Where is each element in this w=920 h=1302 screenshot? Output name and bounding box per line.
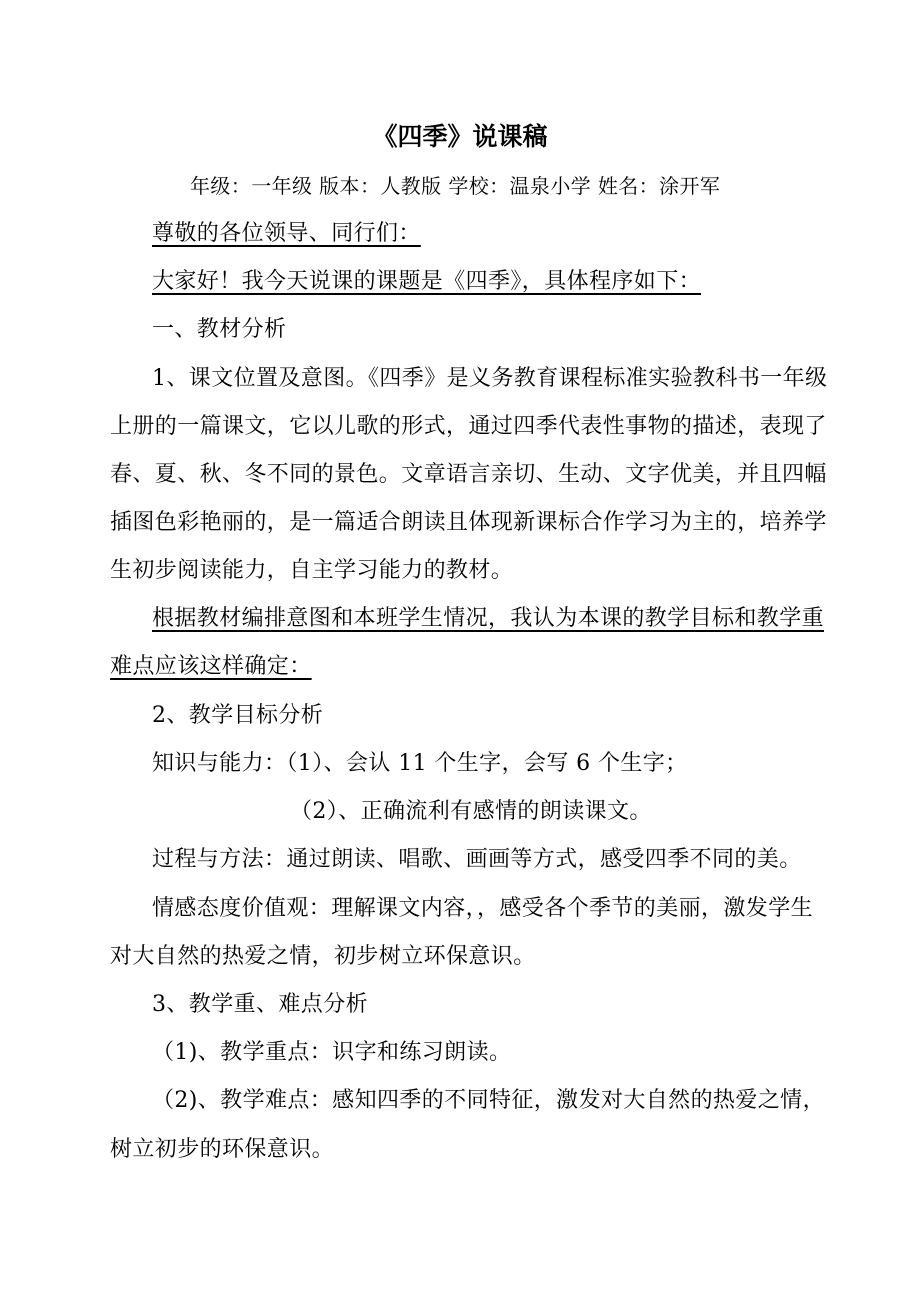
paragraph-line: 1、课文位置及意图。《四季》是义务教育课程标准实验教科书一年级: [152, 366, 828, 391]
paragraph-line: 生初步阅读能力，自主学习能力的教材。: [110, 558, 514, 583]
key-heading: 3、教学重、难点分析: [152, 992, 368, 1017]
goal-emotion-line: 对大自然的热爱之情，初步树立环保意识。: [110, 944, 536, 969]
meta-line: 年级：一年级 版本：人教版 学校：温泉小学 姓名：涂开军: [190, 174, 721, 198]
underlined-text: 根据教材编排意图和本班学生情况，我认为本课的教学目标和教学重: [152, 606, 825, 631]
underlined-text: 难点应该这样确定：: [110, 654, 312, 679]
section-heading: 一、教材分析: [152, 317, 287, 342]
goal-knowledge-line: （2）、正确流利有感情的朗读课文。: [290, 799, 652, 824]
paragraph-line: 春、夏、秋、冬不同的景色。文章语言亲切、生动、文字优美，并且四幅: [110, 462, 827, 487]
paragraph-line: 插图色彩艳丽的，是一篇适合朗读且体现新课标合作学习为主的，培养学: [110, 510, 827, 535]
greeting-text: 尊敬的各位领导、同行们：: [152, 221, 421, 246]
goal-emotion-line: 情感态度价值观：理解课文内容，，感受各个季节的美丽，激发学生: [152, 896, 814, 921]
paragraph-line: 上册的一篇课文，它以儿歌的形式，通过四季代表性事物的描述，表现了: [110, 414, 827, 439]
difficult-point-line: （2)、教学难点：感知四季的不同特征，激发对大自然的热爱之情，: [152, 1088, 825, 1113]
page-title: 《四季》说课稿: [372, 122, 548, 151]
intro-text: 大家好！我今天说课的课题是《四季》，具体程序如下：: [152, 269, 702, 294]
difficult-point-line: 树立初步的环保意识。: [110, 1137, 335, 1162]
goal-knowledge-line: 知识与能力：（1）、会认 11 个生字，会写 6 个生字；: [152, 751, 688, 776]
underlined-paragraph-line: [110, 653, 810, 681]
goal-heading: 2、教学目标分析: [152, 703, 324, 728]
key-point-line: （1)、教学重点：识字和练习朗读。: [152, 1040, 512, 1065]
underlined-paragraph-line: [152, 605, 852, 633]
goal-process-line: 过程与方法：通过朗读、唱歌、画画等方式，感受四季不同的美。: [152, 847, 802, 872]
greeting-line: [152, 220, 852, 248]
intro-line: [152, 268, 852, 296]
